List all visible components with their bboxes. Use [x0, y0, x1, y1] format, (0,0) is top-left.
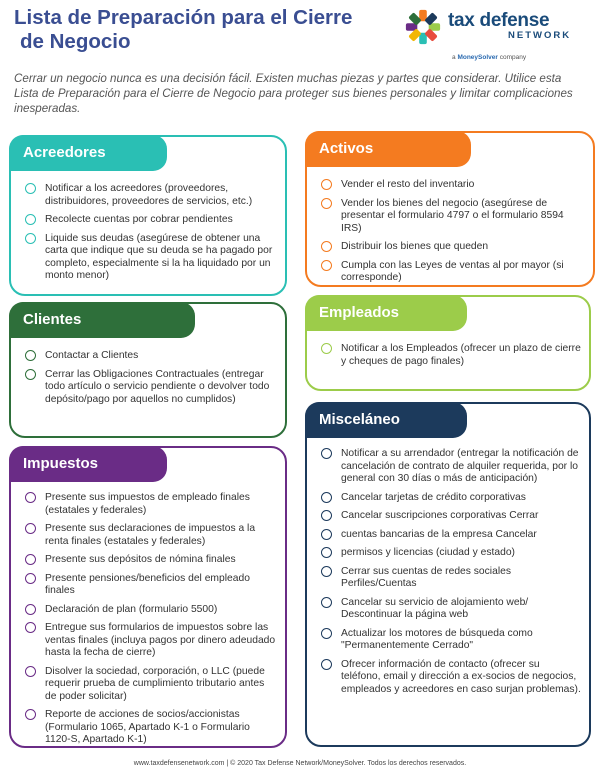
checklist-item-text: Cancelar tarjetas de crédito corporativas	[341, 491, 526, 503]
checklist-item-text: Vender el resto del inventario	[341, 179, 475, 190]
card-activos	[305, 131, 595, 287]
logo-brand: tax defense	[448, 10, 550, 31]
checklist-item-text: Liquide sus deudas (asegúrese de obtener una carta que indique que su deuda se ha pagado por completo, especialmente si la ha liquidado por un monto menor)	[45, 232, 273, 281]
checkbox-circle-icon[interactable]	[321, 529, 332, 540]
checklist-item-text: Cancelar suscripciones corporativas Cerrar	[341, 510, 539, 521]
checkbox-circle-icon[interactable]	[321, 179, 332, 190]
logo-byline: a MoneySolver company	[452, 54, 527, 61]
checklist-item	[25, 369, 277, 407]
checklist-item	[321, 241, 585, 254]
card-miscelaneo-header: Misceláneo	[305, 402, 467, 438]
checkbox-circle-icon[interactable]	[321, 566, 332, 577]
checklist-item-text: permisos y licencias (ciudad y estado)	[341, 547, 515, 558]
checklist-impuestos	[25, 492, 277, 753]
checklist-item	[321, 628, 581, 653]
checkbox-circle-icon[interactable]	[25, 554, 36, 565]
checklist-item	[25, 233, 277, 283]
card-empleados	[305, 295, 591, 391]
checklist-item	[25, 214, 277, 227]
checkbox-circle-icon[interactable]	[321, 628, 332, 639]
checklist-item	[25, 604, 277, 617]
checklist-clientes	[25, 350, 277, 412]
checklist-item	[321, 448, 581, 486]
checklist-item	[25, 523, 277, 548]
checklist-item-text: Cerrar las Obligaciones Contractuales (entregar todo artículo o servicio pendiente o devolver todo depósito/pago por aquellos no cumplidos)	[45, 368, 270, 405]
logo-network: NETWORK	[508, 30, 572, 41]
checklist-item	[321, 547, 581, 560]
checklist-item	[25, 350, 277, 363]
checkbox-circle-icon[interactable]	[321, 198, 332, 209]
checkbox-circle-icon[interactable]	[321, 260, 332, 271]
checklist-item-text: Declaración de plan (formulario 5500)	[45, 603, 218, 615]
checklist-item-text: Entregue sus formularios de impuestos sobre las ventas finales (incluya pagos por dinero adeudado hasta la fecha de cierre)	[45, 622, 276, 658]
checklist-item-text: Presente sus declaraciones de impuestos a la renta finales (estatales y federales)	[45, 523, 256, 547]
checkbox-circle-icon[interactable]	[25, 214, 36, 225]
checklist-item	[25, 183, 277, 208]
checklist-item-text: Notificar a los acreedores (proveedores, distribuidores, proveedores de servicios, etc.)	[45, 183, 253, 207]
checklist-item	[25, 709, 277, 747]
checkbox-circle-icon[interactable]	[25, 233, 36, 244]
checklist-empleados	[321, 343, 581, 374]
checkbox-circle-icon[interactable]	[321, 659, 332, 670]
checklist-item-text: Presente sus impuestos de empleado finales (estatales y federales)	[45, 492, 250, 516]
checkbox-circle-icon[interactable]	[321, 241, 332, 252]
checklist-item	[321, 597, 581, 622]
footer: www.taxdefensenetwork.com | © 2020 Tax Defense Network/MoneySolver. Todos los derechos reservados.	[133, 760, 467, 767]
checklist-item	[25, 622, 277, 660]
checklist-item-text: Ofrecer información de contacto (ofrecer su teléfono, email y dirección a ex-socios de negocios, empleados y acreedores en caso surjan problemas).	[341, 658, 581, 695]
checklist-item-text: Recolecte cuentas por cobrar pendientes	[45, 214, 233, 225]
checkbox-circle-icon[interactable]	[25, 622, 36, 633]
card-clientes	[9, 302, 287, 438]
logo	[404, 6, 594, 66]
checklist-item	[321, 260, 585, 285]
checklist-item	[321, 529, 581, 542]
checklist-item	[25, 666, 277, 704]
checklist-item-text: Disolver la sociedad, corporación, o LLC (puede requerir prueba de cumplimiento tributario antes de poder solicitar)	[45, 665, 265, 702]
checkbox-circle-icon[interactable]	[25, 183, 36, 194]
checkbox-circle-icon[interactable]	[321, 547, 332, 558]
checklist-item-text: Presente sus depósitos de nómina finales	[45, 554, 236, 565]
checkbox-circle-icon[interactable]	[25, 709, 36, 720]
checklist-acreedores	[25, 183, 277, 289]
checklist-item-text: Cumpla con las Leyes de ventas al por mayor (si corresponde)	[341, 259, 564, 283]
card-impuestos-header: Impuestos	[9, 446, 167, 482]
logo-mark-icon	[404, 8, 442, 46]
checklist-item-text: Distribuir los bienes que queden	[341, 241, 489, 252]
checklist-item	[321, 492, 581, 505]
card-miscelaneo	[305, 402, 591, 747]
checkbox-circle-icon[interactable]	[25, 350, 36, 361]
card-activos-header: Activos	[305, 131, 471, 167]
checklist-item	[321, 343, 581, 368]
checkbox-circle-icon[interactable]	[321, 343, 332, 354]
checkbox-circle-icon[interactable]	[25, 369, 36, 380]
checklist-item-text: Cerrar sus cuentas de redes sociales Perfiles/Cuentas	[341, 565, 511, 589]
checklist-miscelaneo	[321, 448, 581, 702]
card-impuestos	[9, 446, 287, 748]
checklist-item-text: Notificar a su arrendador (entregar la notificación de cancelación de contrato de alquiler requerida, por lo general con 30 días o más de anticipación)	[341, 448, 579, 484]
checkbox-circle-icon[interactable]	[25, 666, 36, 677]
card-empleados-header: Empleados	[305, 295, 467, 331]
checkbox-circle-icon[interactable]	[25, 492, 36, 503]
title-line-1: Lista de Preparación para el Cierre	[14, 6, 353, 29]
checklist-item-text: Vender los bienes del negocio (asegúrese de presentar el formulario 4797 o el formulario 8594 IRS)	[341, 197, 564, 234]
checklist-item	[25, 492, 277, 517]
checklist-activos	[321, 179, 585, 291]
intro-text: Cerrar un negocio nunca es una decisión fácil. Existen muchas piezas y partes que considerar. Utilice esta Lista de Preparación para el Cierre de Negocio para proteger sus bienes personales y limitar complicaciones inesperadas.	[14, 72, 573, 115]
checklist-item	[25, 573, 277, 598]
checkbox-circle-icon[interactable]	[25, 604, 36, 615]
checklist-item-text: Cancelar su servicio de alojamiento web/ Descontinuar la página web	[341, 596, 529, 620]
checkbox-circle-icon[interactable]	[321, 597, 332, 608]
checkbox-circle-icon[interactable]	[25, 523, 36, 534]
checklist-item-text: Presente pensiones/beneficios del empleado finales	[45, 572, 250, 596]
card-acreedores	[9, 135, 287, 296]
checkbox-circle-icon[interactable]	[321, 492, 332, 503]
checklist-item	[321, 659, 581, 697]
checkbox-circle-icon[interactable]	[25, 573, 36, 584]
checkbox-circle-icon[interactable]	[321, 510, 332, 521]
checkbox-circle-icon[interactable]	[321, 448, 332, 459]
checklist-item	[25, 554, 277, 567]
title-line-2: de Negocio	[20, 30, 131, 53]
checklist-item-text: Contactar a Clientes	[45, 350, 139, 361]
checklist-item	[321, 179, 585, 192]
checklist-item	[321, 566, 581, 591]
card-clientes-header: Clientes	[9, 302, 195, 338]
checklist-item-text: Actualizar los motores de búsqueda como "Permanentemente Cerrado"	[341, 627, 533, 651]
card-acreedores-header: Acreedores	[9, 135, 167, 171]
checklist-item	[321, 198, 585, 236]
checklist-item-text: Reporte de acciones de socios/accionistas (Formulario 1065, Apartado K-1 o Formulario 1120-S, Apartado K-1)	[45, 709, 250, 745]
page-title	[14, 6, 374, 54]
checklist-item	[321, 510, 581, 523]
checklist-item-text: cuentas bancarias de la empresa Cancelar	[341, 528, 537, 540]
checklist-item-text: Notificar a los Empleados (ofrecer un plazo de cierre y cheques de pago finales)	[341, 343, 581, 367]
